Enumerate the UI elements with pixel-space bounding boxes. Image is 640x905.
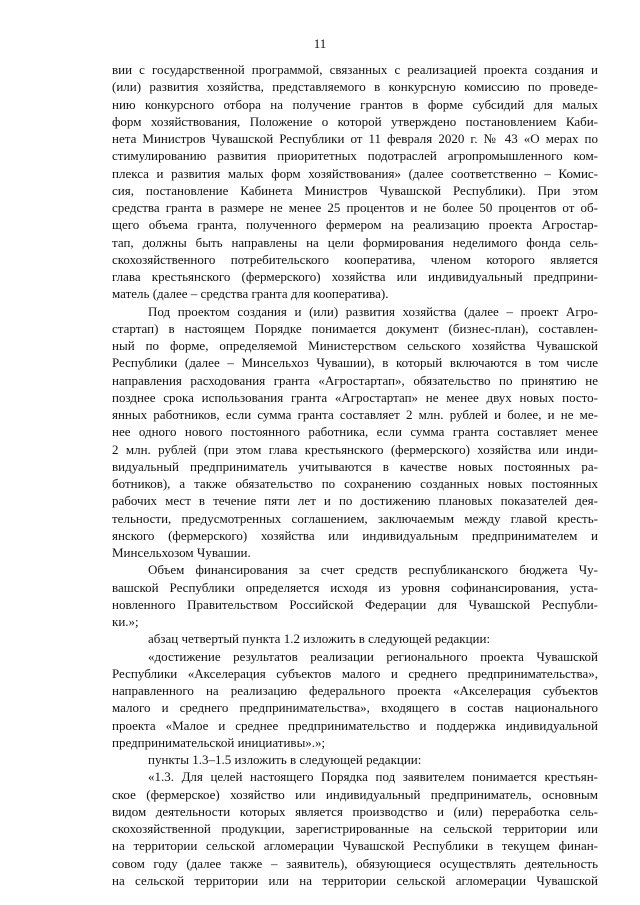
text-line: Республики (далее – Минсельхоз Чувашии), в который включаются в том числе bbox=[112, 355, 598, 371]
text-line: вии с государственной программой, связанных с реализацией проекта создания и bbox=[112, 62, 598, 77]
text-line: рабочих мест в течение пяти лет и по достижению плановых показателей дея- bbox=[112, 493, 598, 509]
text-line: 2 млн. рублей (при этом глава крестьянского (фермерского) хозяйства или инди- bbox=[112, 441, 598, 457]
text-line: средства гранта в размере не менее 25 процентов и не более 50 процентов от об- bbox=[112, 200, 598, 215]
text-line: стимулированию развития приоритетных подотраслей агропромышленного ком- bbox=[112, 148, 598, 164]
text-line: позднее срока использования гранта «Агростартап» не менее двух новых посто- bbox=[112, 389, 598, 405]
text-line: щего объема гранта, полученного фермером на реализацию проекта Агростар- bbox=[112, 217, 598, 233]
text-line: тап, должны быть направлены на цели формирования неделимого фонда сель- bbox=[112, 234, 598, 250]
document-body bbox=[112, 61, 598, 889]
text-line: тельности, предусмотренных соглашением, заключаемым между главой кресть- bbox=[112, 510, 598, 526]
text-line: янных работников, если сумма гранта составляет 2 млн. рублей и более, и не ме- bbox=[112, 407, 598, 422]
text-line: видом деятельности которых является производство и (или) переработка сель- bbox=[112, 803, 598, 819]
text-line: ный по форме, определяемой Министерством сельского хозяйства Чувашской bbox=[112, 338, 598, 353]
text-line: направления расходования гранта «Агростартап», обязательство по принятию не bbox=[112, 372, 598, 388]
text-line: Под проектом создания и (или) развития хозяйства (далее – проект Агро- bbox=[148, 303, 598, 319]
text-line: на сельской территории или на территории сельской агломерации Чувашской bbox=[112, 872, 598, 888]
text-line: на территории сельской агломерации Чувашской Республики в текущем финан- bbox=[112, 838, 598, 854]
text-line: плекса и развития малых форм хозяйствования» (далее соответственно – Комис- bbox=[112, 165, 598, 181]
text-line: ботников), а также обязательство по сохранению созданных новых постоянных bbox=[112, 476, 598, 491]
text-line: матель (далее – средства гранта для кооператива). bbox=[112, 286, 389, 302]
text-line: (или) развития хозяйства, представляемого в конкурсную комиссию по проведе- bbox=[112, 79, 598, 95]
text-line: видуальный предприниматель учитываются в качестве новых постоянных ра- bbox=[112, 458, 598, 474]
text-line: абзац четвертый пункта 1.2 изложить в следующей редакции: bbox=[148, 631, 491, 647]
text-line: янского (фермерского) хозяйства или индивидуальным предпринимателем и bbox=[112, 527, 598, 543]
text-line: ское (фермерское) хозяйство или индивидуальный предприниматель, основным bbox=[112, 786, 598, 802]
text-line: ки.»; bbox=[112, 614, 139, 629]
text-line: нета Министров Чувашской Республики от 11 февраля 2020 г. № 43 «О мерах по bbox=[112, 131, 598, 146]
text-line: новленного Правительством Российской Федерации для Чувашской Республи- bbox=[112, 596, 598, 612]
text-line: Республики «Акселерация субъектов малого и среднего предпринимательства», bbox=[112, 665, 598, 681]
text-line: «1.3. Для целей настоящего Порядка под заявителем понимается крестьян- bbox=[148, 769, 598, 785]
text-line: Объем финансирования за счет средств республиканского бюджета Чу- bbox=[148, 562, 598, 578]
text-line: глава крестьянского (фермерского) хозяйства или индивидуальный предприни- bbox=[112, 269, 598, 284]
text-line: Минсельхозом Чувашии. bbox=[112, 545, 251, 560]
text-line: сия, постановление Кабинета Министров Чувашской Республики). При этом bbox=[112, 182, 598, 198]
text-line: скохозяйственной продукции, зарегистрированные на сельской территории или bbox=[112, 821, 598, 836]
text-line: вашской Республики определяется исходя из уровня софинансирования, уста- bbox=[112, 579, 598, 595]
text-line: стартап) в настоящем Порядке понимается документ (бизнес-план), составлен- bbox=[112, 320, 598, 336]
text-line: предпринимательской инициативы».»; bbox=[112, 734, 326, 750]
text-line: «достижение результатов реализации регионального проекта Чувашской bbox=[148, 648, 598, 664]
page-number: 11 bbox=[313, 36, 327, 51]
text-line: скохозяйственного потребительского кооператива, членом которого является bbox=[112, 251, 598, 267]
text-line: проекта «Малое и среднее предпринимательство и поддержка индивидуальной bbox=[112, 717, 598, 733]
text-line: нию конкурсного отбора на получение грантов в форме субсидий для малых bbox=[112, 96, 598, 112]
text-line: форм хозяйствования, Положение о которой утверждено постановлением Каби- bbox=[112, 113, 598, 129]
text-line: направленного на реализацию федерального проекта «Акселерация субъектов bbox=[112, 683, 598, 698]
text-line: пункты 1.3–1.5 изложить в следующей редакции: bbox=[148, 752, 422, 767]
text-line: совом году (далее также – заявитель), обязующиеся осуществлять деятельность bbox=[112, 855, 598, 871]
text-line: нее одного нового постоянного работника, если сумма гранта составляет менее bbox=[112, 424, 598, 440]
text-line: малого и среднего предпринимательства», входящего в состав национального bbox=[112, 700, 598, 716]
